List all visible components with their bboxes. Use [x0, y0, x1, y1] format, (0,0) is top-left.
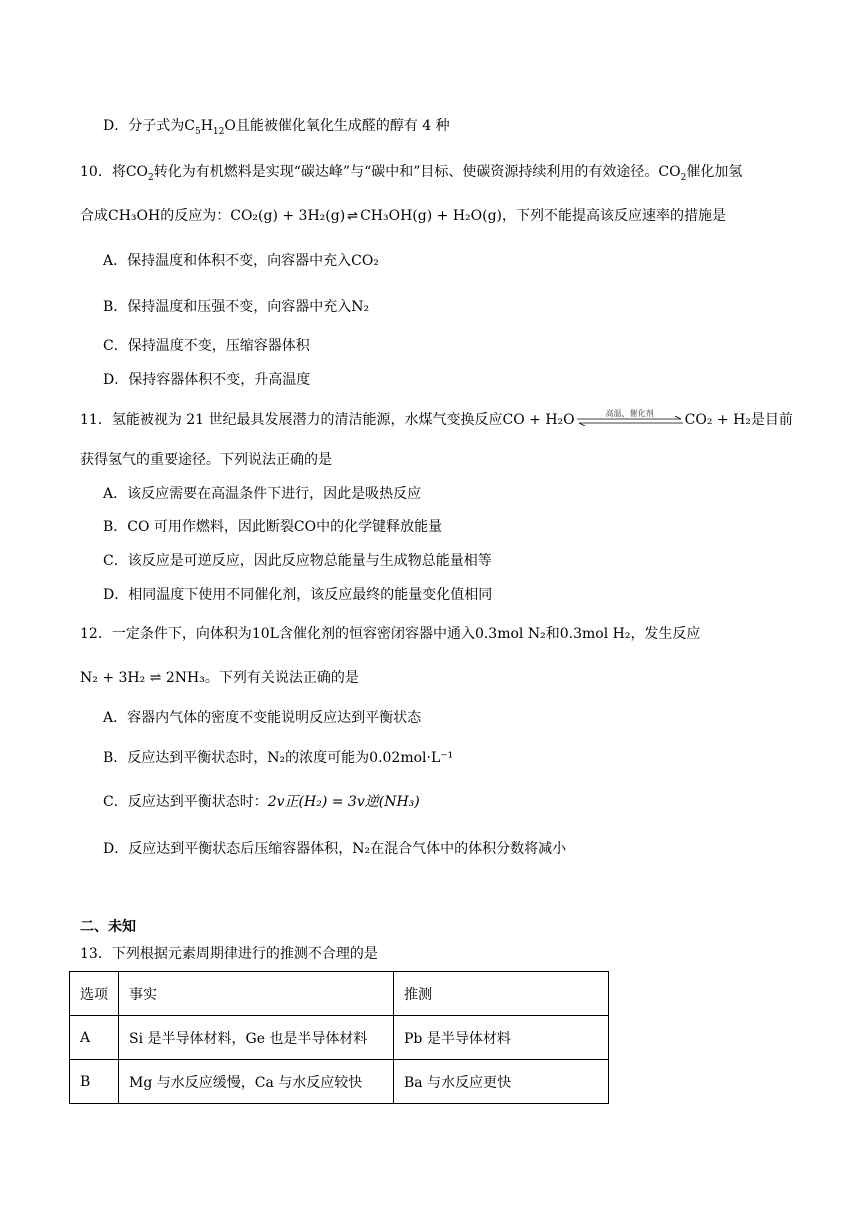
q12-rate-equation: 2v正(H₂) = 3v逆(NH₃) — [267, 794, 420, 810]
table-header-cell: 推测 — [394, 972, 609, 1016]
q10-option-b: B．保持温度和压强不变，向容器中充入N₂ — [103, 299, 370, 315]
q9-option-d-label: D．分子式为 — [103, 118, 185, 134]
q11-option-d: D．相同温度下使用不同催化剂，该反应最终的能量变化值相同 — [103, 587, 493, 603]
q12-option-b: B．反应达到平衡状态时，N₂的浓度可能为0.02mol·L⁻¹ — [103, 750, 454, 766]
table-cell: Pb 是半导体材料 — [394, 1016, 609, 1060]
table-cell: Si 是半导体材料，Ge 也是半导体材料 — [119, 1016, 394, 1060]
q10-stem-line2: 合成CH₃OH的反应为：CO₂(g) + 3H₂(g) ⇌ CH₃OH(g) + H₂O(g)，下列不能提高该反应速率的措施是 — [80, 208, 726, 224]
table-cell: Ba 与水反应更快 — [394, 1060, 609, 1104]
table-header-cell: 选项 — [70, 972, 119, 1016]
q10-stem-line1: 10．将$CO_2$转化为有机燃料是实现“碳达峰”与“碳中和”目标、使碳资源持续利用的有效途径。$CO_2$催化加氢 — [80, 164, 743, 183]
section-title: 二、未知 — [80, 919, 136, 935]
q12-option-a: A．容器内气体的密度不变能说明反应达到平衡状态 — [103, 710, 422, 726]
equilibrium-arrow-icon: ⇌ — [347, 209, 359, 224]
q11-stem-line2: 获得氢气的重要途径。下列说法正确的是 — [80, 452, 332, 468]
q10-option-d: D．保持容器体积不变，升高温度 — [103, 372, 311, 388]
q10-equation: CO₂(g) + 3H₂(g) ⇌ CH₃OH(g) + H₂O(g) — [230, 208, 502, 224]
q13-table — [69, 971, 609, 1104]
table-cell: B — [70, 1060, 119, 1104]
table-cell: Mg 与水反应缓慢，Ca 与水反应较快 — [119, 1060, 394, 1104]
q9-option-d — [103, 116, 450, 136]
q11-option-c: C．该反应是可逆反应，因此反应物总能量与生成物总能量相等 — [103, 553, 492, 569]
q11-option-a: A．该反应需要在高温条件下进行，因此是吸热反应 — [103, 486, 422, 502]
table-header-row — [70, 972, 609, 1016]
table-row — [70, 1016, 609, 1060]
q11-stem-line1: 11．氢能被视为 21 世纪最具发展潜力的清洁能源，水煤气变换反应CO + H₂O 高温、催化剂 CO₂ + H₂是目前 — [80, 410, 793, 430]
q12-stem-line1: 12．一定条件下，向体积为10L含催化剂的恒容密闭容器中通入0.3mol N₂和0.3mol H₂，发生反应 — [80, 626, 701, 642]
formula-c: $C_5H_{12}O$ — [184, 118, 236, 137]
table-cell: A — [70, 1016, 119, 1060]
q10-option-c: C．保持温度不变，压缩容器体积 — [103, 338, 310, 354]
q12-equation: N₂ + 3H₂ ⇌ 2NH₃ — [80, 670, 205, 686]
reversible-arrow-icon — [577, 410, 683, 426]
q12-stem-line2: N₂ + 3H₂ ⇌ 2NH₃。下列有关说法正确的是 — [80, 670, 359, 686]
q11-option-b: B．CO 可用作燃料，因此断裂CO中的化学键释放能量 — [103, 519, 443, 535]
table-row — [70, 1060, 609, 1104]
arrow-condition-label: 高温、催化剂 — [605, 409, 654, 418]
q12-option-c: C．反应达到平衡状态时：2v正(H₂) = 3v逆(NH₃) — [103, 794, 420, 810]
q9-option-d-text: 且能被催化氧化生成醛的醇有 4 种 — [235, 118, 450, 134]
q12-option-d: D．反应达到平衡状态后压缩容器体积，N₂在混合气体中的体积分数将减小 — [103, 841, 567, 857]
q10-option-a: A．保持温度和体积不变，向容器中充入CO₂ — [103, 253, 379, 269]
q13-stem: 13．下列根据元素周期律进行的推测不合理的是 — [80, 946, 378, 962]
table-header-cell: 事实 — [119, 972, 394, 1016]
